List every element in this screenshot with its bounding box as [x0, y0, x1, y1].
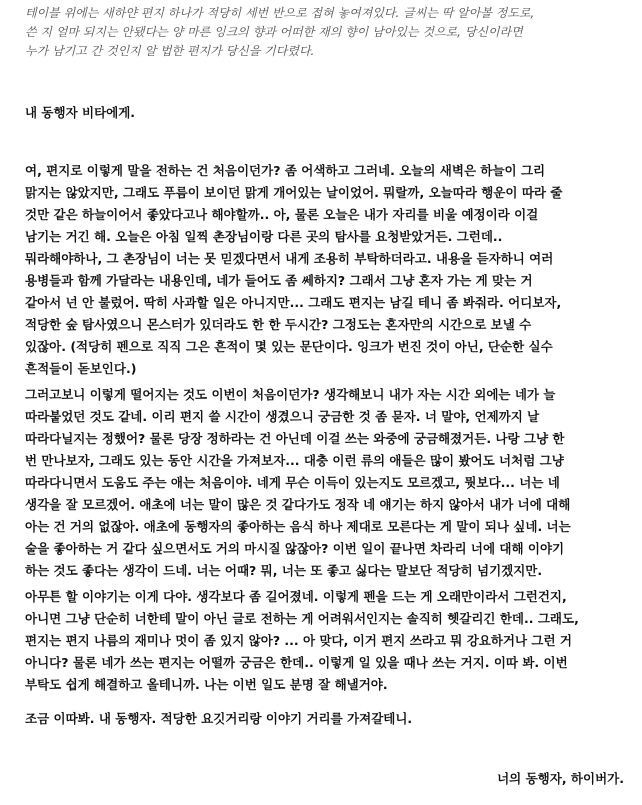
letter-signoff: 너의 동행자, 하이버가. — [497, 771, 624, 786]
letter-paragraph-1: 여, 편지로 이렇게 말을 전하는 건 처음이던가? 좀 어색하고 그러네. 오늘의 새벽은 하늘이 그리 맑지는 않았지만, 그래도 푸름이 보이던 맑게 개어있는 날이었어. 뭐랄까, 오늘따라 행운이 따라 줄 것만 같은 하늘이어서 좋았다고나 해야할까.. 아, 물론 오늘은 내가 자리를 비울 예정이라 이걸 남기는 거긴 해. 오늘은 아침 일찍 촌장님이랑 다른 곳의 탐사를 요청받았거든. 그런데.. 뭐라해야하나, 그 촌장님이 너는 못 믿겠다면서 내게 조용히 부탁하더라고. 내용을 듣자하니 여러 용병들과 함께 가달라는 내용인데, 네가 들어도 좀 쎄하지? 그래서 그냥 혼자 가는 게 맞는 거 같아서 넌 안 불렀어. 딱히 사과할 일은 아니지만... 그래도 편지는 남길 테니 좀 봐줘라. 어디보자, 적당한 숲 탐사였으니 몬스터가 있더라도 한 한 두시간? 그정도는 혼자만의 시간으로 보낼 수 있잖아. (적당히 펜으로 직직 그은 흔적이 몇 있는 문단이다. 잉크가 번진 것이 아닌, 단순한 실수 흔적들이 돋보인다.) — [25, 163, 563, 376]
letter-paragraph-4: 조금 이따봐. 내 동행자. 적당한 요깃거리랑 이야기 거리를 가져갈테니. — [25, 711, 413, 726]
letter-paragraph-3: 아무튼 할 이야기는 이게 다야. 생각보다 좀 길어졌네. 이렇게 펜을 드는 게 오래만이라서 그런건지, 아니면 그냥 단순히 너한테 말이 아닌 글로 전하는 게 어려워서인지는 솔직히 헷갈리긴 한데.. 그래도, 편지는 편지 나름의 재미나 멋이 좀 있지 않아? ... 아 맞다, 이거 편지 쓰라고 뭐 강요하거나 그런 거 아니다? 물론 네가 쓰는 편지는 어떨까 궁금은 한데.. 이렇게 일 있을 때나 쓰는 거지. 이따 봐. 이번 부탁도 쉽게 해결하고 올테니까. 나는 이번 일도 분명 잘 해낼거야. — [25, 589, 579, 692]
letter-paragraph-2: 그러고보니 이렇게 떨어지는 것도 이번이 처음이던가? 생각해보니 내가 자는 시간 외에는 네가 늘 따라붙었던 것도 같네. 이리 편지 쓸 시간이 생겼으니 궁금한 것 좀 묻자. 너 말야, 언제까지 날 따라다닐지는 정했어? 물론 당장 정하라는 건 아닌데 이걸 쓰는 와중에 궁금해졌거든. 나랑 그냥 한 번 만나보자, 그래도 있는 동안 시간을 가져보자... 대충 이런 류의 애들은 많이 봤어도 너처럼 그냥 따라다니면서 도움도 주는 애는 처음이야. 네게 무슨 이득이 있는지도 모르겠고, 뭣보다... 너는 네 생각을 잘 모르겠어. 애초에 너는 말이 많은 것 같다가도 정작 네 얘기는 하지 않아서 내가 너에 대해 아는 건 거의 없잖아. 애초에 동행자의 좋아하는 음식 하나 제대로 모른다는 게 말이 되나 싶네. 너는 술을 좋아하는 거 같다 싶으면서도 거의 마시질 않잖아? 이번 일이 끝나면 차라리 너에 대해 이야기 하는 것도 좋다는 생각이 드네. 너는 어때? 뭐, 너는 또 좋고 싫다는 말보단 적당히 넘기겠지만. — [25, 387, 571, 578]
narration-intro: 테이블 위에는 새하얀 편지 하나가 적당히 세번 반으로 접혀 놓여져있다. 글씨는 딱 알아볼 정도로, 쓴 지 얼마 되지는 안됐다는 양 마른 잉크의 향과 어떠한 재의 향이 남아있는 것으로, 당신이라면 누가 남기고 간 것인지 알 법한 편지가 당신을 기다렸다. — [25, 6, 535, 58]
letter-salutation: 내 동행자 비타에게. — [25, 105, 136, 120]
